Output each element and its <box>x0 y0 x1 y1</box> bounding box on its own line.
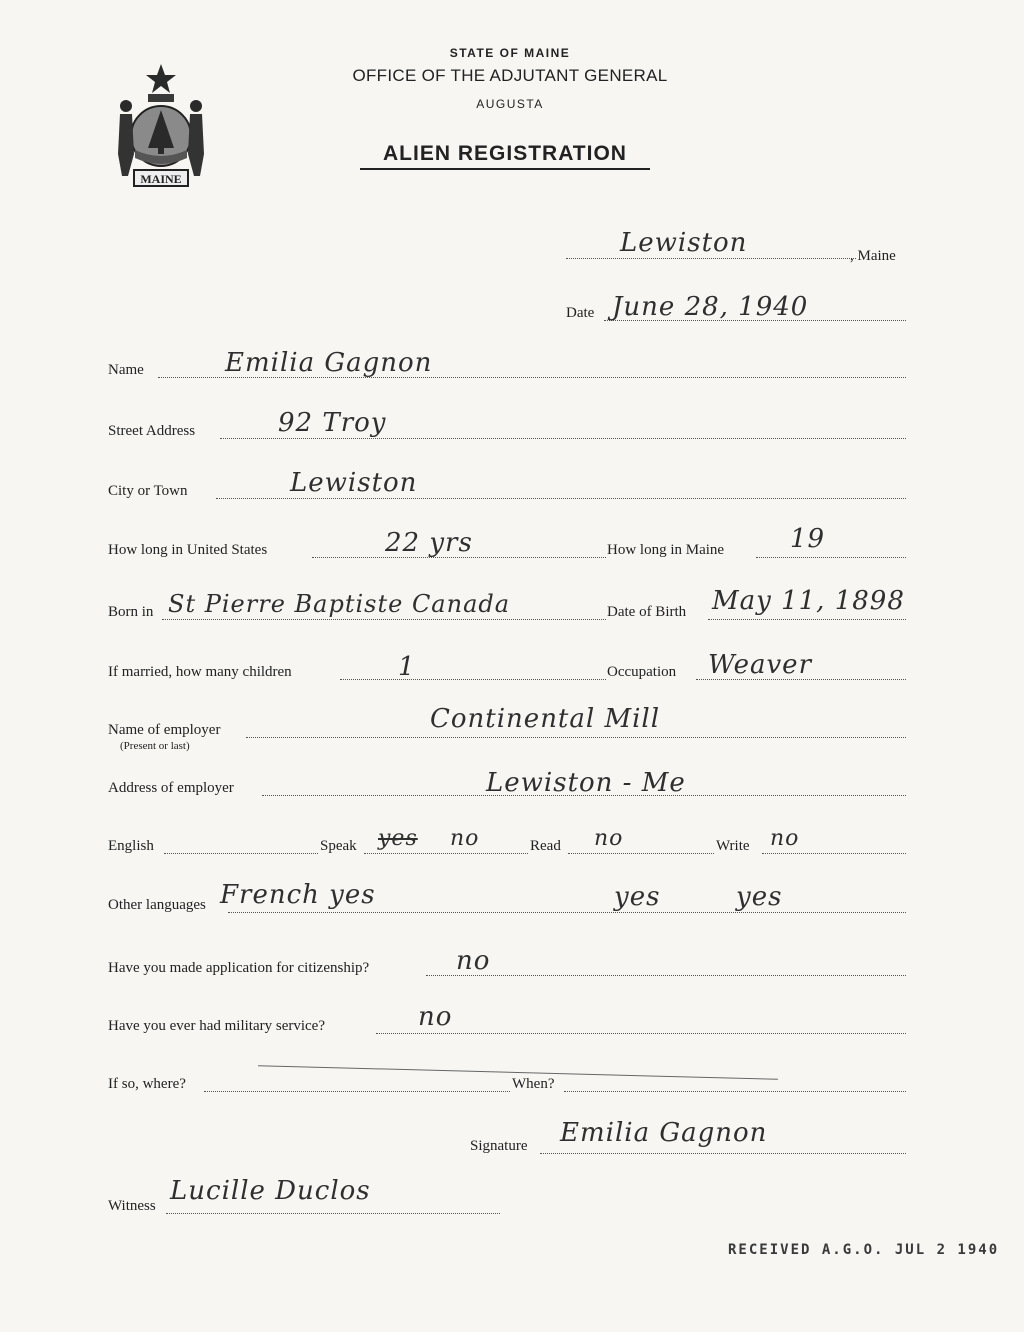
city-value: Lewiston <box>290 468 418 498</box>
witness-value: Lucille Duclos <box>170 1176 371 1206</box>
date-label: Date <box>566 305 595 321</box>
military-label: Have you ever had military service? <box>108 1018 325 1034</box>
employer-value: Continental Mill <box>430 704 661 734</box>
employer-sublabel: (Present or last) <box>120 740 190 752</box>
english-label: English <box>108 838 154 854</box>
when-label: When? <box>512 1076 555 1092</box>
employer-label: Name of employer <box>108 722 221 738</box>
write-label: Write <box>716 838 750 854</box>
other-languages-read-value: yes <box>614 882 661 912</box>
read-value: no <box>594 826 624 851</box>
other-languages-label: Other languages <box>108 897 206 913</box>
other-languages-value: French yes <box>220 880 376 910</box>
town-suffix-label: , Maine <box>850 248 896 264</box>
signature-value: Emilia Gagnon <box>560 1118 768 1148</box>
dob-value: May 11, 1898 <box>712 586 905 616</box>
town-value: Lewiston <box>620 228 748 258</box>
other-languages-write-value: yes <box>736 882 783 912</box>
maine-duration-value: 19 <box>790 524 826 554</box>
employer-address-label: Address of employer <box>108 780 234 796</box>
name-value: Emilia Gagnon <box>225 348 433 378</box>
occupation-label: Occupation <box>607 664 677 680</box>
children-value: 1 <box>398 652 416 682</box>
city-label: City or Town <box>108 483 188 499</box>
employer-address-value: Lewiston - Me <box>486 768 686 798</box>
us-duration-value: 22 yrs <box>385 528 473 558</box>
speak-value: no <box>450 826 480 851</box>
date-value: June 28, 1940 <box>612 292 809 322</box>
occupation-value: Weaver <box>708 650 812 680</box>
header-office: OFFICE OF THE ADJUTANT GENERAL <box>352 66 668 85</box>
military-value: no <box>418 1002 453 1032</box>
signature-label: Signature <box>470 1138 528 1154</box>
form-title: ALIEN REGISTRATION <box>360 142 650 170</box>
where-label: If so, where? <box>108 1076 186 1092</box>
children-label: If married, how many children <box>108 664 292 680</box>
svg-text:MAINE: MAINE <box>140 172 182 186</box>
name-label: Name <box>108 362 144 378</box>
header-state: STATE OF MAINE <box>449 46 571 60</box>
citizenship-value: no <box>456 946 491 976</box>
speak-label: Speak <box>320 838 357 854</box>
witness-label: Witness <box>108 1198 156 1214</box>
born-label: Born in <box>108 604 154 620</box>
citizenship-label: Have you made application for citizenship? <box>108 960 370 976</box>
maine-duration-label: How long in Maine <box>607 542 725 558</box>
born-value: St Pierre Baptiste Canada <box>168 590 511 618</box>
street-label: Street Address <box>108 423 196 439</box>
write-value: no <box>770 826 800 851</box>
header-city: AUGUSTA <box>476 97 544 111</box>
read-label: Read <box>530 838 561 854</box>
dob-label: Date of Birth <box>607 604 687 620</box>
us-duration-label: How long in United States <box>108 542 268 558</box>
street-value: 92 Troy <box>278 408 387 438</box>
speak-crossed-value: yes <box>378 826 418 851</box>
received-stamp: RECEIVED A.G.O. JUL 2 1940 <box>728 1242 1000 1258</box>
maine-state-seal-icon <box>108 58 214 190</box>
